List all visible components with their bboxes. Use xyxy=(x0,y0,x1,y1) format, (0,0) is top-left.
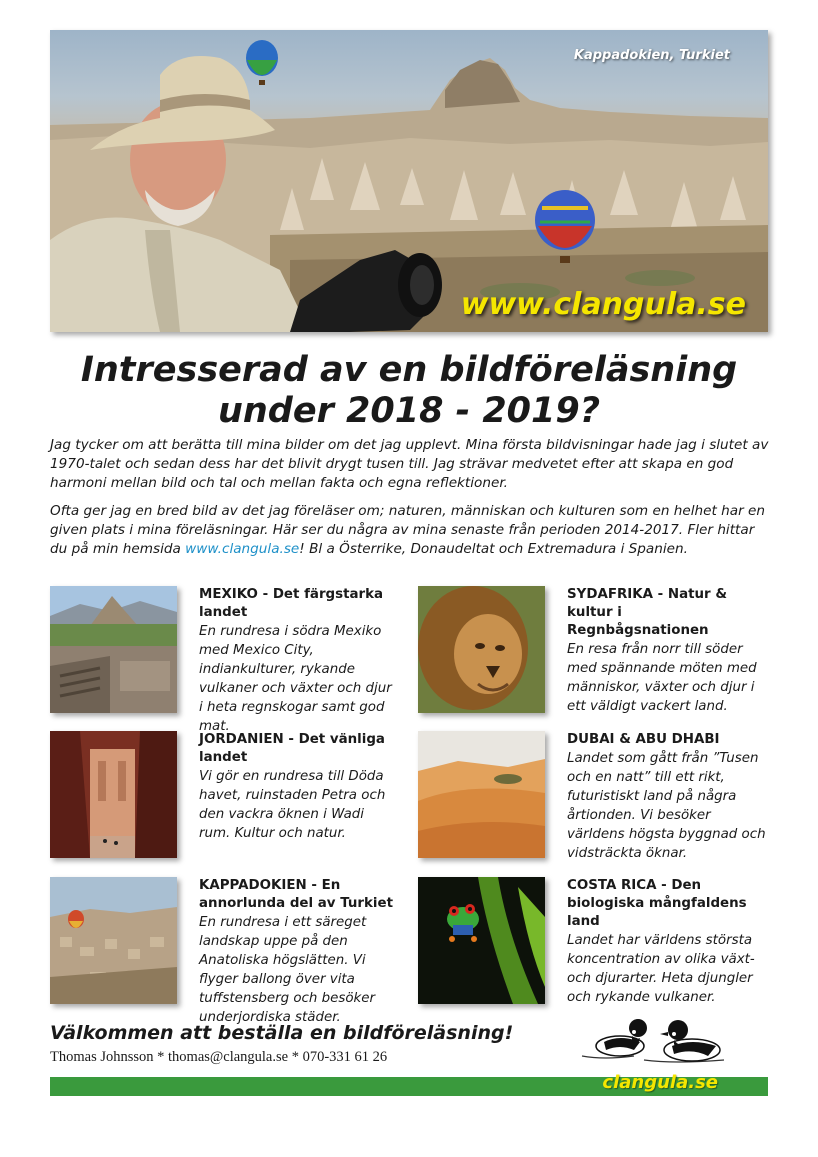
goldeneye-ducks-logo-icon xyxy=(574,1010,734,1074)
destination-card-kappadokien xyxy=(50,877,400,1025)
jordanien-description: Vi gör en rundresa till Döda havet, ruinstaden Petra och den vackra öknen i Wadi rum. Kultur och natur. xyxy=(199,769,386,841)
contact-line: Thomas Johnsson * thomas@clangula.se * 070-331 61 26 xyxy=(50,1049,388,1065)
destination-card-mexico xyxy=(50,586,400,734)
intro-paragraph-2 xyxy=(50,502,770,559)
kappadokien-title: KAPPADOKIEN - En annorlunda del av Turkiet xyxy=(199,878,393,911)
costa-rica-description: Landet har världens största koncentration av olika växt- och djurarter. Heta djungler och rykande vulkaner. xyxy=(567,933,755,1005)
dubai-description: Landet som gått från ”Tusen och en natt” till ett rikt, futuristiskt land på några årtionden. Vi besöker världens högsta byggnad och vidsträckta öknar. xyxy=(567,751,766,861)
hero-location-caption: Kappadokien, Turkiet xyxy=(573,48,730,63)
costa-rica-photo xyxy=(418,877,545,1004)
sydafrika-description: En resa från norr till söder med spännande möten med människor, växter och djur i ett väldigt vackert land. xyxy=(567,642,757,714)
intro-paragraph-2-ending: ! Bl a Österrike, Donaudeltat och Extremadura i Spanien. xyxy=(299,541,688,557)
page-title xyxy=(50,350,768,432)
kappadokien-description: En rundresa i ett säreget landskap uppe på den Anatoliska högslätten. Vi flyger ballong över vita tuffstensberg och besöker underjordiska städer. xyxy=(199,915,376,1025)
mexico-photo xyxy=(50,586,177,713)
destination-card-dubai xyxy=(418,731,768,861)
dubai-title: DUBAI & ABU DHABI xyxy=(567,732,720,747)
hero-banner xyxy=(50,30,768,332)
footer-brand-name[interactable]: clangula.se xyxy=(602,1072,718,1093)
balloon-small-icon xyxy=(246,40,278,85)
destination-card-sydafrika xyxy=(418,586,768,716)
mexico-description: En rundresa i södra Mexiko med Mexico City, indiankulturer, rykande vulkaner och växter och djur i heta regnskogar samt god mat. xyxy=(199,624,392,734)
welcome-heading: Välkommen att beställa en bildföreläsning! xyxy=(50,1022,514,1044)
page-title-line-2: under 2018 - 2019? xyxy=(217,391,601,431)
destination-card-jordanien xyxy=(50,731,400,861)
jordanien-photo xyxy=(50,731,177,858)
sydafrika-title: SYDAFRIKA - Natur & kultur i Regnbågsnationen xyxy=(567,587,728,638)
jordanien-title: JORDANIEN - Det vänliga landet xyxy=(199,732,385,765)
kappadokien-photo xyxy=(50,877,177,1004)
costa-rica-title: COSTA RICA - Den biologiska mångfaldens land xyxy=(567,878,747,929)
dubai-photo xyxy=(418,731,545,858)
mexico-title: MEXIKO - Det färgstarka landet xyxy=(199,587,384,620)
destination-card-costa-rica xyxy=(418,877,768,1007)
hero-website-link[interactable]: www.clangula.se xyxy=(460,287,746,322)
intro-paragraph-2-text: Ofta ger jag en bred bild av det jag föreläser om; naturen, människan och kulturen som en helhet har en given plats i mina föreläsningar. Här ser du några av mina senaste från perioden 2014-2017. Fler hittar du på min hemsida xyxy=(50,503,765,557)
sydafrika-photo xyxy=(418,586,545,713)
page-title-line-1: Intresserad av en bildföreläsning xyxy=(80,350,738,390)
intro-paragraph-1: Jag tycker om att berätta till mina bilder om det jag upplevt. Mina första bildvisningar hade jag i slutet av 1970-talet och sedan dess har det blivit drygt tusen till. Jag strävar medvetet efter att skapa en god harmoni mellan bild och tal och mellan fakta och egna reflektioner. xyxy=(50,437,769,491)
website-link[interactable]: www.clangula.se xyxy=(185,541,300,557)
